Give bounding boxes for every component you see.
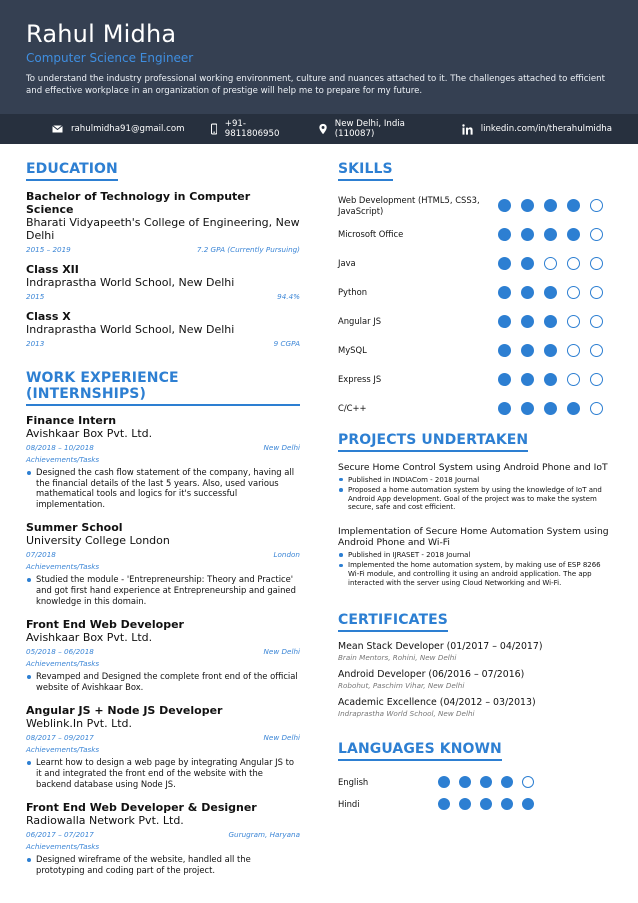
rating-dot-empty — [567, 315, 580, 328]
certificate-name: Academic Excellence (04/2012 – 03/2013) — [338, 697, 536, 709]
skill-row — [338, 336, 614, 365]
project-item — [338, 462, 614, 512]
skill-name: Microsoft Office — [338, 229, 404, 240]
rating-dot-filled — [521, 315, 534, 328]
school: Bharati Vidyapeeth's College of Engineering, New Delhi — [26, 216, 300, 242]
rating-dot-filled — [521, 402, 534, 415]
rating-dot-filled — [544, 402, 557, 415]
job-company: Weblink.In Pvt. Ltd. — [26, 717, 133, 731]
job-company: University College London — [26, 534, 170, 548]
job-bullet: Studied the module - 'Entrepreneurship: Theory and Practice' and got first hand experience at Entrepreneurship and gained knowledge in this domain. — [26, 574, 300, 606]
skill-row — [338, 278, 614, 307]
degree: Class X — [26, 310, 71, 323]
language-name: English — [338, 777, 369, 788]
job-dates: 07/2018 — [26, 550, 56, 560]
school: Indraprastha World School, New Delhi — [26, 323, 235, 336]
skill-name: Angular JS — [338, 316, 382, 327]
project-bullet: Proposed a home automation system by using the knowledge of IoT and Android App development. Goal of the project was to make the system secure, safe and cost efficient. — [338, 486, 614, 512]
left-column — [26, 158, 300, 875]
work-item — [26, 618, 300, 692]
location-text: New Delhi, India (110087) — [334, 119, 405, 139]
education-meta — [26, 245, 300, 254]
language-name: Hindi — [338, 799, 360, 810]
candidate-role: Computer Science Engineer — [26, 51, 194, 65]
skill-name: MySQL — [338, 345, 367, 356]
work-item — [26, 801, 300, 875]
education-score: 94.4% — [277, 292, 300, 301]
rating-dot-empty — [567, 344, 580, 357]
language-rating — [438, 798, 543, 810]
certificate-name: Mean Stack Developer (01/2017 – 04/2017) — [338, 641, 543, 653]
rating-dot-filled — [544, 228, 557, 241]
linkedin-icon — [462, 124, 473, 135]
projects-heading: PROJECTS UNDERTAKEN — [338, 432, 528, 452]
phone-icon — [211, 123, 217, 135]
rating-dot-filled — [544, 286, 557, 299]
education-meta — [26, 339, 300, 348]
certificate-item — [338, 697, 614, 718]
rating-dot-empty — [590, 257, 603, 270]
language-row — [338, 771, 614, 793]
job-dates: 05/2018 – 06/2018 — [26, 647, 94, 657]
work-heading: WORK EXPERIENCE (INTERNSHIPS) — [26, 370, 300, 406]
job-dates: 06/2017 – 07/2017 — [26, 830, 94, 840]
rating-dot-filled — [544, 344, 557, 357]
rating-dot-filled — [521, 373, 534, 386]
rating-dot-empty — [567, 257, 580, 270]
rating-dot-filled — [498, 402, 511, 415]
rating-dot-filled — [567, 228, 580, 241]
contact-linkedin[interactable] — [462, 124, 612, 135]
contact-phone[interactable] — [211, 119, 293, 139]
education-dates: 2013 — [26, 339, 45, 348]
education-list — [26, 190, 300, 348]
project-item — [338, 526, 614, 587]
education-dates: 2015 — [26, 292, 45, 301]
job-meta — [26, 443, 300, 452]
job-company: Avishkaar Box Pvt. Ltd. — [26, 427, 153, 440]
rating-dot-empty — [590, 199, 603, 212]
skill-rating — [498, 257, 613, 270]
language-rating — [438, 776, 543, 788]
rating-dot-empty — [567, 373, 580, 386]
rating-dot-filled — [521, 199, 534, 212]
job-bullet: Revamped and Designed the complete front end of the official website of Avishkaar Box. — [26, 671, 300, 692]
job-location: New Delhi — [263, 733, 300, 743]
rating-dot-filled — [567, 199, 580, 212]
rating-dot-empty — [590, 228, 603, 241]
project-bullet: Implemented the home automation system, by making use of ESP 8266 Wi-Fi module, and controlling it using an android application. The app interacted with the server using Cloud Networking and Wi-Fi. — [338, 561, 614, 587]
education-heading: EDUCATION — [26, 161, 118, 181]
rating-dot-filled — [498, 344, 511, 357]
rating-dot-empty — [544, 257, 557, 270]
job-role: Angular JS + Node JS Developer — [26, 704, 223, 718]
rating-dot-filled — [544, 373, 557, 386]
skill-rating — [498, 402, 613, 415]
rating-dot-filled — [459, 798, 471, 810]
rating-dot-empty — [590, 402, 603, 415]
job-location: New Delhi — [263, 647, 300, 657]
skill-rating — [498, 344, 613, 357]
rating-dot-filled — [498, 228, 511, 241]
achievements-label: Achievements/Tasks — [26, 842, 100, 852]
skill-name: Java — [338, 258, 356, 269]
education-dates: 2015 – 2019 — [26, 245, 71, 254]
skill-rating — [498, 199, 613, 212]
education-score: 9 CGPA — [273, 339, 300, 348]
rating-dot-empty — [590, 373, 603, 386]
linkedin-text: linkedin.com/in/therahulmidha — [480, 124, 612, 134]
rating-dot-filled — [459, 776, 471, 788]
job-meta — [26, 647, 300, 656]
job-role: Front End Web Developer & Designer — [26, 801, 257, 815]
school: Indraprastha World School, New Delhi — [26, 276, 235, 289]
certificate-item — [338, 641, 614, 662]
job-meta — [26, 550, 300, 559]
rating-dot-filled — [498, 373, 511, 386]
rating-dot-filled — [501, 798, 513, 810]
project-bullet: Published in INDIACom - 2018 Journal — [338, 476, 614, 485]
work-item — [26, 521, 300, 606]
skill-row — [338, 307, 614, 336]
certificate-issuer: Brain Mentors, Rohini, New Delhi — [338, 653, 457, 663]
job-role: Summer School — [26, 521, 123, 535]
rating-dot-filled — [521, 344, 534, 357]
rating-dot-filled — [522, 798, 534, 810]
certificate-name: Android Developer (06/2016 – 07/2016) — [338, 669, 525, 681]
certificate-issuer: Robohut, Paschim Vihar, New Delhi — [338, 681, 465, 691]
phone-text: +91-9811806950 — [224, 119, 280, 139]
location-pin-icon — [319, 123, 327, 135]
rating-dot-filled — [438, 776, 450, 788]
contact-bar — [0, 114, 638, 144]
rating-dot-filled — [480, 776, 492, 788]
job-company: Radiowalla Network Pvt. Ltd. — [26, 814, 184, 828]
rating-dot-filled — [498, 199, 511, 212]
certificate-issuer: Indraprastha World School, New Delhi — [338, 709, 475, 719]
rating-dot-empty — [590, 286, 603, 299]
work-item — [26, 414, 300, 509]
achievements-label: Achievements/Tasks — [26, 455, 100, 464]
job-bullet: Designed the cash flow statement of the company, having all the financial details of the last 5 years. Also, used various mathematical tools and logics for it's successful implementation. — [26, 467, 300, 509]
certificates-heading: CERTIFICATES — [338, 612, 448, 632]
rating-dot-filled — [498, 257, 511, 270]
rating-dot-empty — [522, 776, 534, 788]
project-title: Implementation of Secure Home Automation System using Android Phone and Wi-Fi — [338, 525, 609, 549]
rating-dot-filled — [521, 257, 534, 270]
rating-dot-filled — [544, 315, 557, 328]
job-location: New Delhi — [263, 443, 300, 452]
education-item — [26, 190, 300, 254]
skill-row — [338, 365, 614, 394]
degree: Bachelor of Technology in Computer Science — [26, 190, 251, 216]
job-dates: 08/2018 – 10/2018 — [26, 443, 94, 452]
rating-dot-empty — [590, 315, 603, 328]
rating-dot-filled — [567, 402, 580, 415]
job-location: Gurugram, Haryana — [228, 830, 300, 840]
skill-row — [338, 249, 614, 278]
education-meta — [26, 292, 300, 301]
job-dates: 08/2017 – 09/2017 — [26, 733, 94, 743]
header — [0, 0, 638, 114]
skills-heading: SKILLS — [338, 161, 393, 181]
education-score: 7.2 GPA (Currently Pursuing) — [196, 245, 300, 254]
email-text: rahulmidha91@gmail.com — [71, 124, 185, 134]
rating-dot-filled — [498, 286, 511, 299]
rating-dot-filled — [521, 228, 534, 241]
work-item — [26, 704, 300, 789]
job-role: Finance Intern — [26, 414, 117, 427]
rating-dot-empty — [590, 344, 603, 357]
skill-rating — [498, 286, 613, 299]
skill-rating — [498, 315, 613, 328]
skill-name: Web Development (HTML5, CSS3, JavaScript) — [338, 194, 480, 216]
candidate-name: Rahul Midha — [26, 20, 177, 48]
certificates-list — [338, 641, 614, 718]
education-item — [26, 263, 300, 301]
contact-location — [319, 119, 436, 139]
languages-list — [338, 771, 614, 815]
work-list — [26, 414, 300, 875]
rating-dot-empty — [567, 286, 580, 299]
skill-row — [338, 220, 614, 249]
job-bullet: Learnt how to design a web page by integrating Angular JS to it and integrated the front end of the website with the backend database using Node JS. — [26, 757, 300, 789]
skill-name: Express JS — [338, 374, 382, 385]
rating-dot-filled — [438, 798, 450, 810]
job-meta — [26, 830, 300, 839]
rating-dot-filled — [521, 286, 534, 299]
skill-name: C/C++ — [338, 403, 367, 414]
skills-list — [338, 191, 614, 423]
job-location: London — [273, 550, 300, 560]
skill-row — [338, 191, 614, 220]
skill-rating — [498, 228, 613, 241]
achievements-label: Achievements/Tasks — [26, 562, 100, 572]
achievements-label: Achievements/Tasks — [26, 745, 100, 755]
rating-dot-filled — [544, 199, 557, 212]
education-item — [26, 310, 300, 348]
language-row — [338, 793, 614, 815]
rating-dot-filled — [498, 315, 511, 328]
skill-name: Python — [338, 287, 368, 298]
skill-rating — [498, 373, 613, 386]
job-company: Avishkaar Box Pvt. Ltd. — [26, 631, 153, 645]
job-meta — [26, 733, 300, 742]
achievements-label: Achievements/Tasks — [26, 659, 100, 669]
rating-dot-filled — [480, 798, 492, 810]
rating-dot-filled — [501, 776, 513, 788]
projects-list — [338, 462, 614, 587]
job-bullet: Designed wireframe of the website, handled all the prototyping and coding part of the project. — [26, 854, 300, 875]
project-bullet: Published in IJRASET - 2018 Journal — [338, 551, 614, 560]
mail-icon — [52, 125, 63, 133]
summary: To understand the industry professional working environment, culture and nuances attached to it. The challenges attached to efficient and effective workplace in an organization of prestige will help me to prepare for my future. — [26, 74, 605, 96]
job-role: Front End Web Developer — [26, 618, 184, 632]
contact-email[interactable] — [52, 124, 185, 134]
languages-heading: LANGUAGES KNOWN — [338, 741, 502, 761]
right-column — [338, 158, 614, 815]
certificate-item — [338, 669, 614, 690]
project-title: Secure Home Control System using Android Phone and IoT — [338, 462, 608, 473]
skill-row — [338, 394, 614, 423]
degree: Class XII — [26, 263, 79, 276]
